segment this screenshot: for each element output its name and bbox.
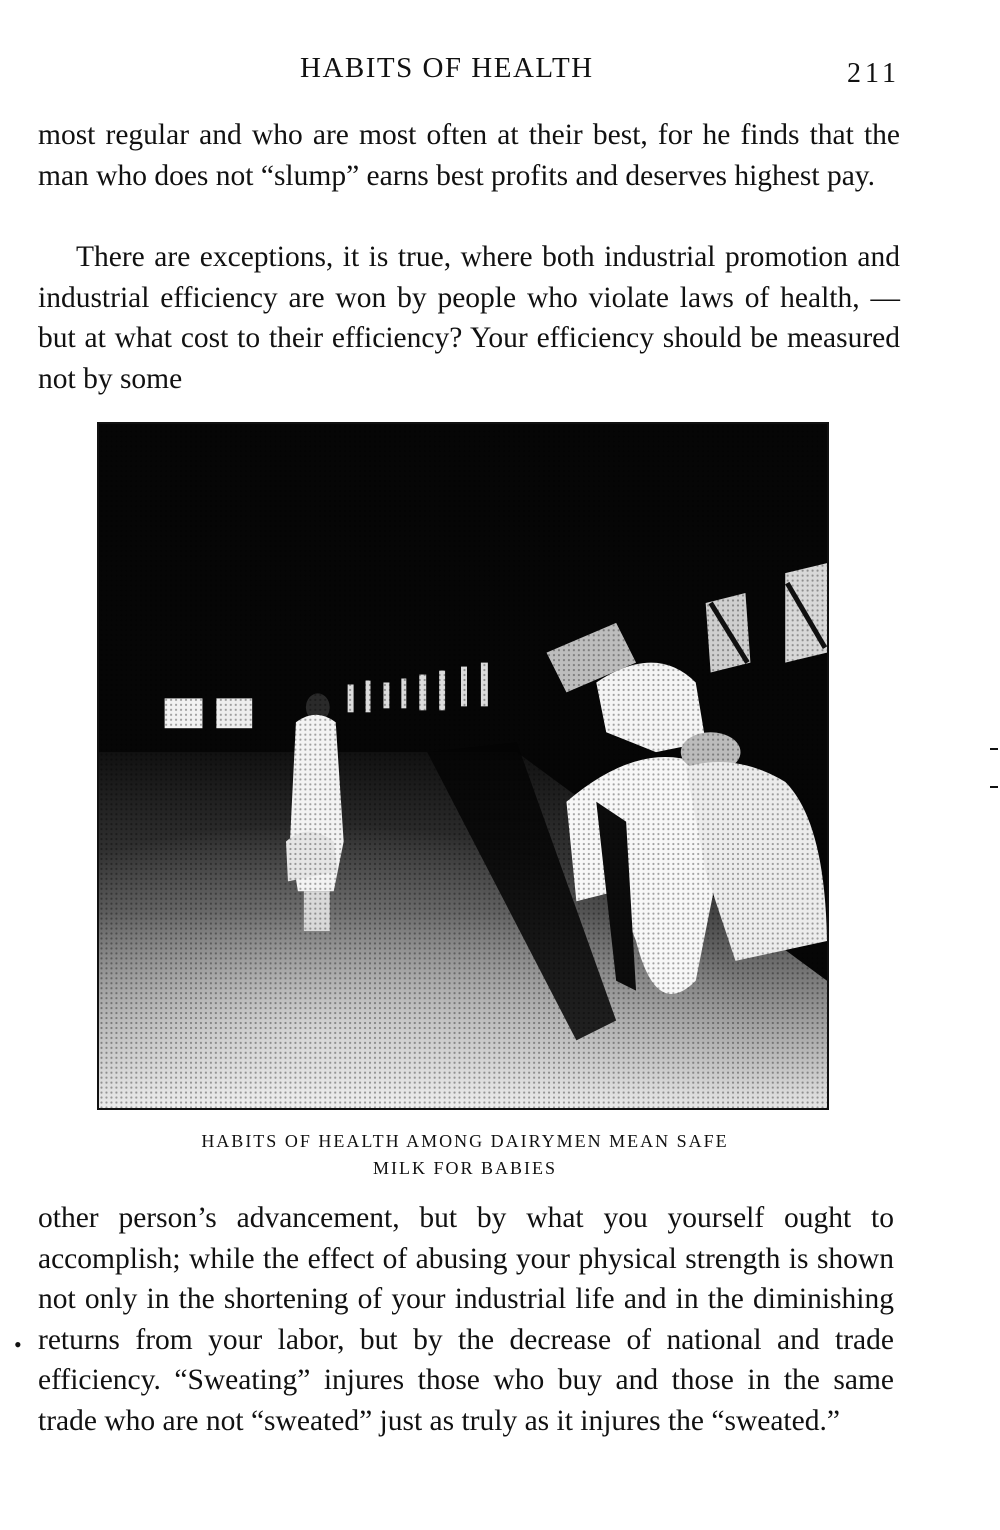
caption-line-2: MILK FOR BABIES — [372, 1158, 558, 1178]
margin-mark: • — [14, 1332, 22, 1357]
running-title: HABITS OF HEALTH — [300, 52, 594, 84]
body-paragraph-2: There are exceptions, it is true, where both industrial promotion and industrial efficiency are won by people who violate laws of health, — but at what cost to their efficiency? Your efficiency should be measured not by some — [38, 241, 900, 395]
page-header — [0, 52, 1000, 92]
photo-illustration — [99, 424, 827, 1108]
edge-tick-lower — [990, 786, 998, 788]
body-paragraph-3: other person’s advancement, but by what you yourself ought to accomplish; while the effect of abusing your physical strength is shown not only in the shortening of your industrial life and in the diminishing returns from your labor, but by the decrease of national and trade efficiency. “Sweating” injures those who buy and those in the same trade who are not “sweated” just as truly as it injures the “sweated.” — [38, 1202, 894, 1437]
page-number: 211 — [847, 58, 900, 89]
caption-line-1: HABITS OF HEALTH AMONG DAIRYMEN MEAN SAFE — [201, 1131, 729, 1151]
body-paragraph-1: most regular and who are most often at their best, for he finds that the man who does not “slump” earns best profits and deserves highest pay. — [38, 119, 900, 192]
figure-caption — [0, 1128, 930, 1182]
edge-tick-upper — [990, 748, 998, 750]
dairy-barn-photograph — [97, 422, 829, 1110]
